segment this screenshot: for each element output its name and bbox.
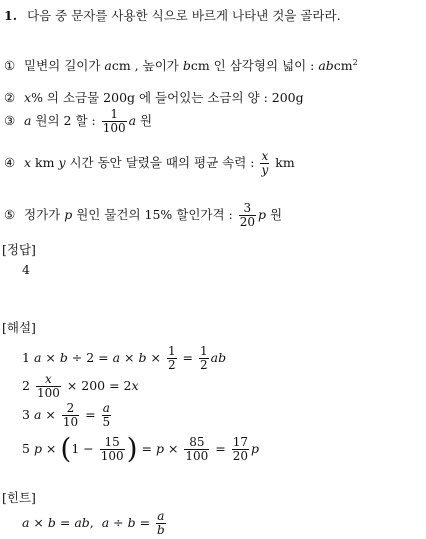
fraction: $\frac{2}{10}$ [62,401,79,429]
option-4-marker: ④ [4,155,16,170]
option-2[interactable]: ② x% 의 소금물 200g 에 들어있는 소금의 양 : 200g [4,90,304,105]
hint-text: a × b = ab, a ÷ b = $\frac{a}{b}$ [22,509,165,537]
option-3[interactable]: ③ a 원의 2 할 : $\frac{1}{100}$ a 원 [4,107,153,135]
explanation-line-1: 1 a × b ÷ 2 = a × b × $\frac{1}{2}$ = $\frac{1}{2}$ ab [22,344,227,372]
answer-value: 4 [22,262,30,277]
explanation-line-2: 2 $\frac{x}{100}$ × 200 = 2x [22,372,139,400]
fraction: $\frac{a}{b}$ [157,509,165,537]
fraction: $\frac{1}{2}$ [200,344,208,372]
explanation-line-4: 5 p × (1 − $\frac{15}{100}$ ) = p × $\frac{85}{100}$ = $\frac{17}{20}$ p [22,431,260,465]
fraction: $\frac{17}{20}$ [232,435,248,463]
question-prompt: 다음 중 문자를 사용한 식으로 바르게 나타낸 것을 골라라. [27,8,341,23]
answer-label: [정답] [2,242,36,257]
question-title [4,6,341,24]
explanation-line-3: 3 a × $\frac{2}{10}$ = $\frac{a}{5}$ [22,401,111,429]
option-1-marker: ① [4,58,16,73]
option-1[interactable]: ① 밑변의 길이가 acm , 높이가 bcm 인 삼각형의 넓이 : abcm$^2$ [4,57,358,73]
option-4[interactable]: ④ x km y 시간 동안 달렸을 때의 평균 속력 : $\frac{x}{y}$ km [4,149,295,177]
fraction: $\frac{x}{100}$ [36,372,60,400]
fraction: $\frac{1}{100}$ [102,107,126,135]
fraction: $\frac{a}{5}$ [102,401,111,429]
option-3-marker: ③ [4,113,16,128]
fraction: $\frac{1}{2}$ [167,344,176,372]
option-5-marker: ⑤ [4,207,16,222]
option-5[interactable]: ⑤ 정가가 p 원인 물건의 15% 할인가격 : $\frac{3}{20}$ p 원 [4,201,283,229]
hint-label: [힌트] [2,490,36,505]
question-number: 1. [4,8,18,23]
fraction: $\frac{15}{100}$ [100,435,124,463]
fraction: $\frac{85}{100}$ [185,435,209,463]
option-2-marker: ② [4,90,16,105]
fraction: $\frac{x}{y}$ [261,149,269,177]
fraction: $\frac{3}{20}$ [239,201,256,229]
explanation-label: [해설] [2,320,36,335]
